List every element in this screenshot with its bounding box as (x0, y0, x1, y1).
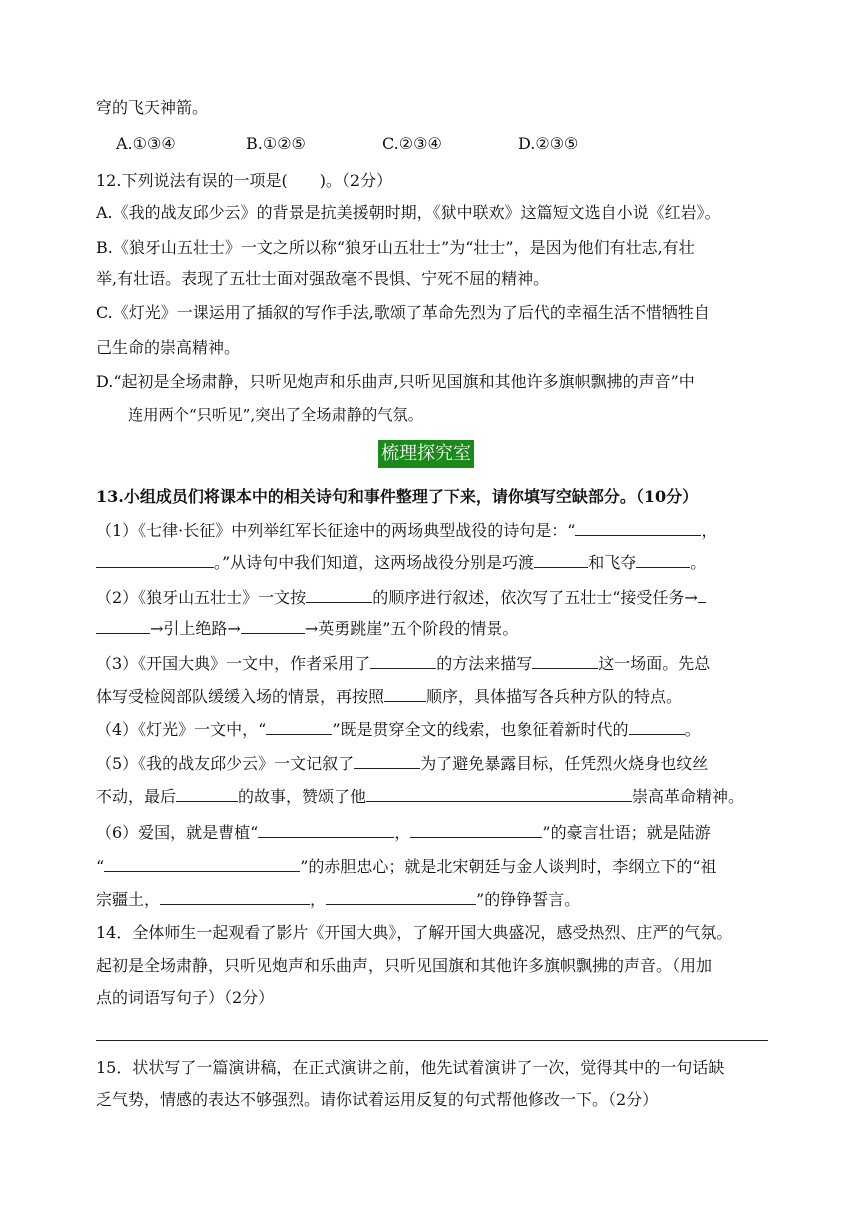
q13-part6-line3 (96, 888, 786, 910)
q13-p3-text-b: 的方法来描写 (436, 654, 533, 673)
q13-p5-text-c: 不动，最后 (96, 787, 177, 806)
q13-p4-text-b: ”既是贯穿全文的线索，也象征着新时代的 (332, 720, 629, 739)
q13-p3-text-a: （3）《开国大典》一文中，作者采用了 (96, 654, 371, 673)
q13-part1-line2 (96, 551, 786, 573)
q13-part4-line (96, 718, 786, 740)
q13-p5-text-b: 为了避免暴露目标，任凭烈火烧身也纹丝 (420, 754, 709, 773)
q13-part2-line2 (96, 617, 786, 639)
q12-stem: 12.下列说法有误的一项是( )。（2分） (96, 171, 393, 190)
q13-p5-blank-3[interactable] (366, 785, 632, 802)
q13-p6-blank-1[interactable] (258, 821, 394, 838)
q12-option-b-line2: 举,有壮语。表现了五壮士面对强敌毫不畏惧、宁死不屈的精神。 (96, 269, 550, 288)
q13-p1-blank-4[interactable] (636, 551, 690, 568)
q13-p1-text-c: 。”从诗句中我们知道，这两场战役分别是巧渡 (214, 553, 535, 572)
q14-line1: 14．全体师生一起观看了影片《开国大典》，了解开国大典盛况，感受热烈、庄严的气氛。 (96, 923, 733, 942)
q12-option-c-line2: 己生命的崇高精神。 (96, 338, 241, 357)
q13-part6-line1 (96, 821, 786, 843)
q11-option-b: B.①②⑤ (246, 134, 306, 153)
q13-p5-text-e: 崇高革命精神。 (632, 787, 745, 806)
q13-p6-text-d: “ (96, 857, 105, 876)
q13-p1-text-d: 和飞夺 (588, 553, 637, 572)
q13-p6-text-e: ”的赤胆忠心；就是北宋朝廷与金人谈判时，李纲立下的“祖 (300, 857, 717, 876)
q13-p4-blank-1[interactable] (266, 718, 332, 735)
q13-p1-blank-3[interactable] (534, 551, 588, 568)
q15-line2: 乏气势，情感的表达不够强烈。请你试着运用反复的句式帮他修改一下。（2分） (96, 1090, 659, 1109)
q13-p1-blank-1[interactable] (575, 519, 701, 536)
q13-part5-line1 (96, 752, 786, 774)
q13-p3-blank-1[interactable] (370, 652, 436, 669)
q13-p5-text-a: （5）《我的战友邱少云》一文记叙了 (96, 754, 355, 773)
q13-p2-blank-3[interactable] (241, 617, 305, 634)
q13-p2-text-c: →引上绝路→ (150, 619, 241, 638)
q11-option-d: D.②③⑤ (518, 134, 579, 153)
q13-p1-blank-2[interactable] (96, 551, 214, 568)
q13-p3-text-e: 顺序，具体描写各兵种方队的特点。 (426, 687, 683, 706)
q13-p6-text-f: 宗疆土， (96, 890, 161, 909)
q13-p6-text-c: ”的豪言壮语；就是陆游 (542, 823, 711, 842)
q13-p1-text-b: ， (701, 521, 718, 540)
q13-p6-text-h: ”的铮铮誓言。 (476, 890, 581, 909)
q13-part3-line2 (96, 685, 786, 707)
q13-p1-text-e: 。 (690, 553, 707, 572)
q13-p6-blank-4[interactable] (160, 888, 310, 905)
q12-option-a: A.《我的战友邱少云》的背景是抗美援朝时期，《狱中联欢》这篇短文选自小说《红岩》。 (96, 203, 721, 222)
q13-p6-blank-5[interactable] (326, 888, 476, 905)
q13-stem: 13.小组成员们将课本中的相关诗句和事件整理了下来，请你填写空缺部分。（10分） (96, 487, 699, 506)
q13-p3-text-c: 这一场面。先总 (598, 654, 711, 673)
q14-line2: 起初是全场肃静，只听见炮声和乐曲声，只听见国旗和其他许多旗帜飘拂的声音。（用加 (96, 956, 713, 975)
q13-p2-text-d: →英勇跳崖”五个阶段的情景。 (304, 619, 519, 638)
q13-p4-text-a: （4）《灯光》一文中，“ (96, 720, 267, 739)
q12-option-c-line1: C.《灯光》一课运用了插叙的写作手法,歌颂了革命先烈为了后代的幸福生活不惜牺牲自 (96, 303, 710, 322)
q13-p3-text-d: 体写受检阅部队缓缓入场的情景，再按照 (96, 687, 385, 706)
q14-line3: 点的词语写句子）（2分） (96, 988, 275, 1007)
q13-part1-line1 (96, 519, 786, 541)
q12-option-b-line1: B.《狼牙山五壮士》一文之所以称“狼牙山五壮士”为“壮士”，是因为他们有壮志,有壮 (96, 238, 695, 257)
q13-p4-text-c: 。 (684, 720, 701, 739)
q15-line1: 15．状状写了一篇演讲稿，在正式演讲之前，他先试着演讲了一次，觉得其中的一句话缺 (96, 1058, 725, 1077)
q13-p6-text-b: ， (394, 823, 411, 842)
q13-p5-blank-2[interactable] (176, 785, 238, 802)
q13-part6-line2 (96, 855, 786, 877)
q13-part2-line1 (96, 586, 786, 608)
q13-p4-blank-2[interactable] (629, 718, 685, 735)
q11-option-c: C.②③④ (382, 134, 442, 153)
q12-option-d-line2: 连用两个“只听见”,突出了全场肃静的气氛。 (128, 406, 423, 424)
q13-p2-text-a: （2）《狼牙山五壮士》一文按 (96, 588, 307, 607)
q13-p2-blank-1[interactable] (306, 586, 372, 603)
q13-p3-blank-3[interactable] (384, 685, 426, 702)
q13-p6-text-a: （6）爱国，就是曹植“ (96, 823, 259, 842)
q13-p5-blank-1[interactable] (354, 752, 420, 769)
q13-p2-blank-2b[interactable] (96, 617, 150, 634)
q13-p6-blank-2[interactable] (410, 821, 542, 838)
q11-options (116, 134, 776, 156)
q13-p5-text-d: 的故事，赞颂了他 (238, 787, 367, 806)
q13-p3-blank-2[interactable] (532, 652, 598, 669)
q13-p1-text-a: （1）《七律·长征》中列举红军长征途中的两场典型战役的诗句是：“ (96, 521, 576, 540)
q12-option-d-line1: D.“起初是全场肃静，只听见炮声和乐曲声,只听见国旗和其他许多旗帜飘拂的声音”中 (96, 372, 695, 391)
q13-p2-text-b: 的顺序进行叙述，依次写了五壮士“接受任务→ (372, 588, 698, 607)
q11-option-a: A.①③④ (116, 134, 176, 153)
q14-answer-line[interactable] (96, 1040, 768, 1041)
section-title-banner: 梳理探究室 (378, 440, 474, 468)
q13-p2-blank-2a[interactable] (698, 586, 706, 603)
q13-p6-text-g: ， (310, 890, 327, 909)
q13-part3-line1 (96, 652, 786, 674)
q13-part5-line2 (96, 785, 786, 807)
q13-p6-blank-3[interactable] (104, 855, 300, 872)
q11-continued-text: 穹的飞天神箭。 (96, 98, 209, 117)
